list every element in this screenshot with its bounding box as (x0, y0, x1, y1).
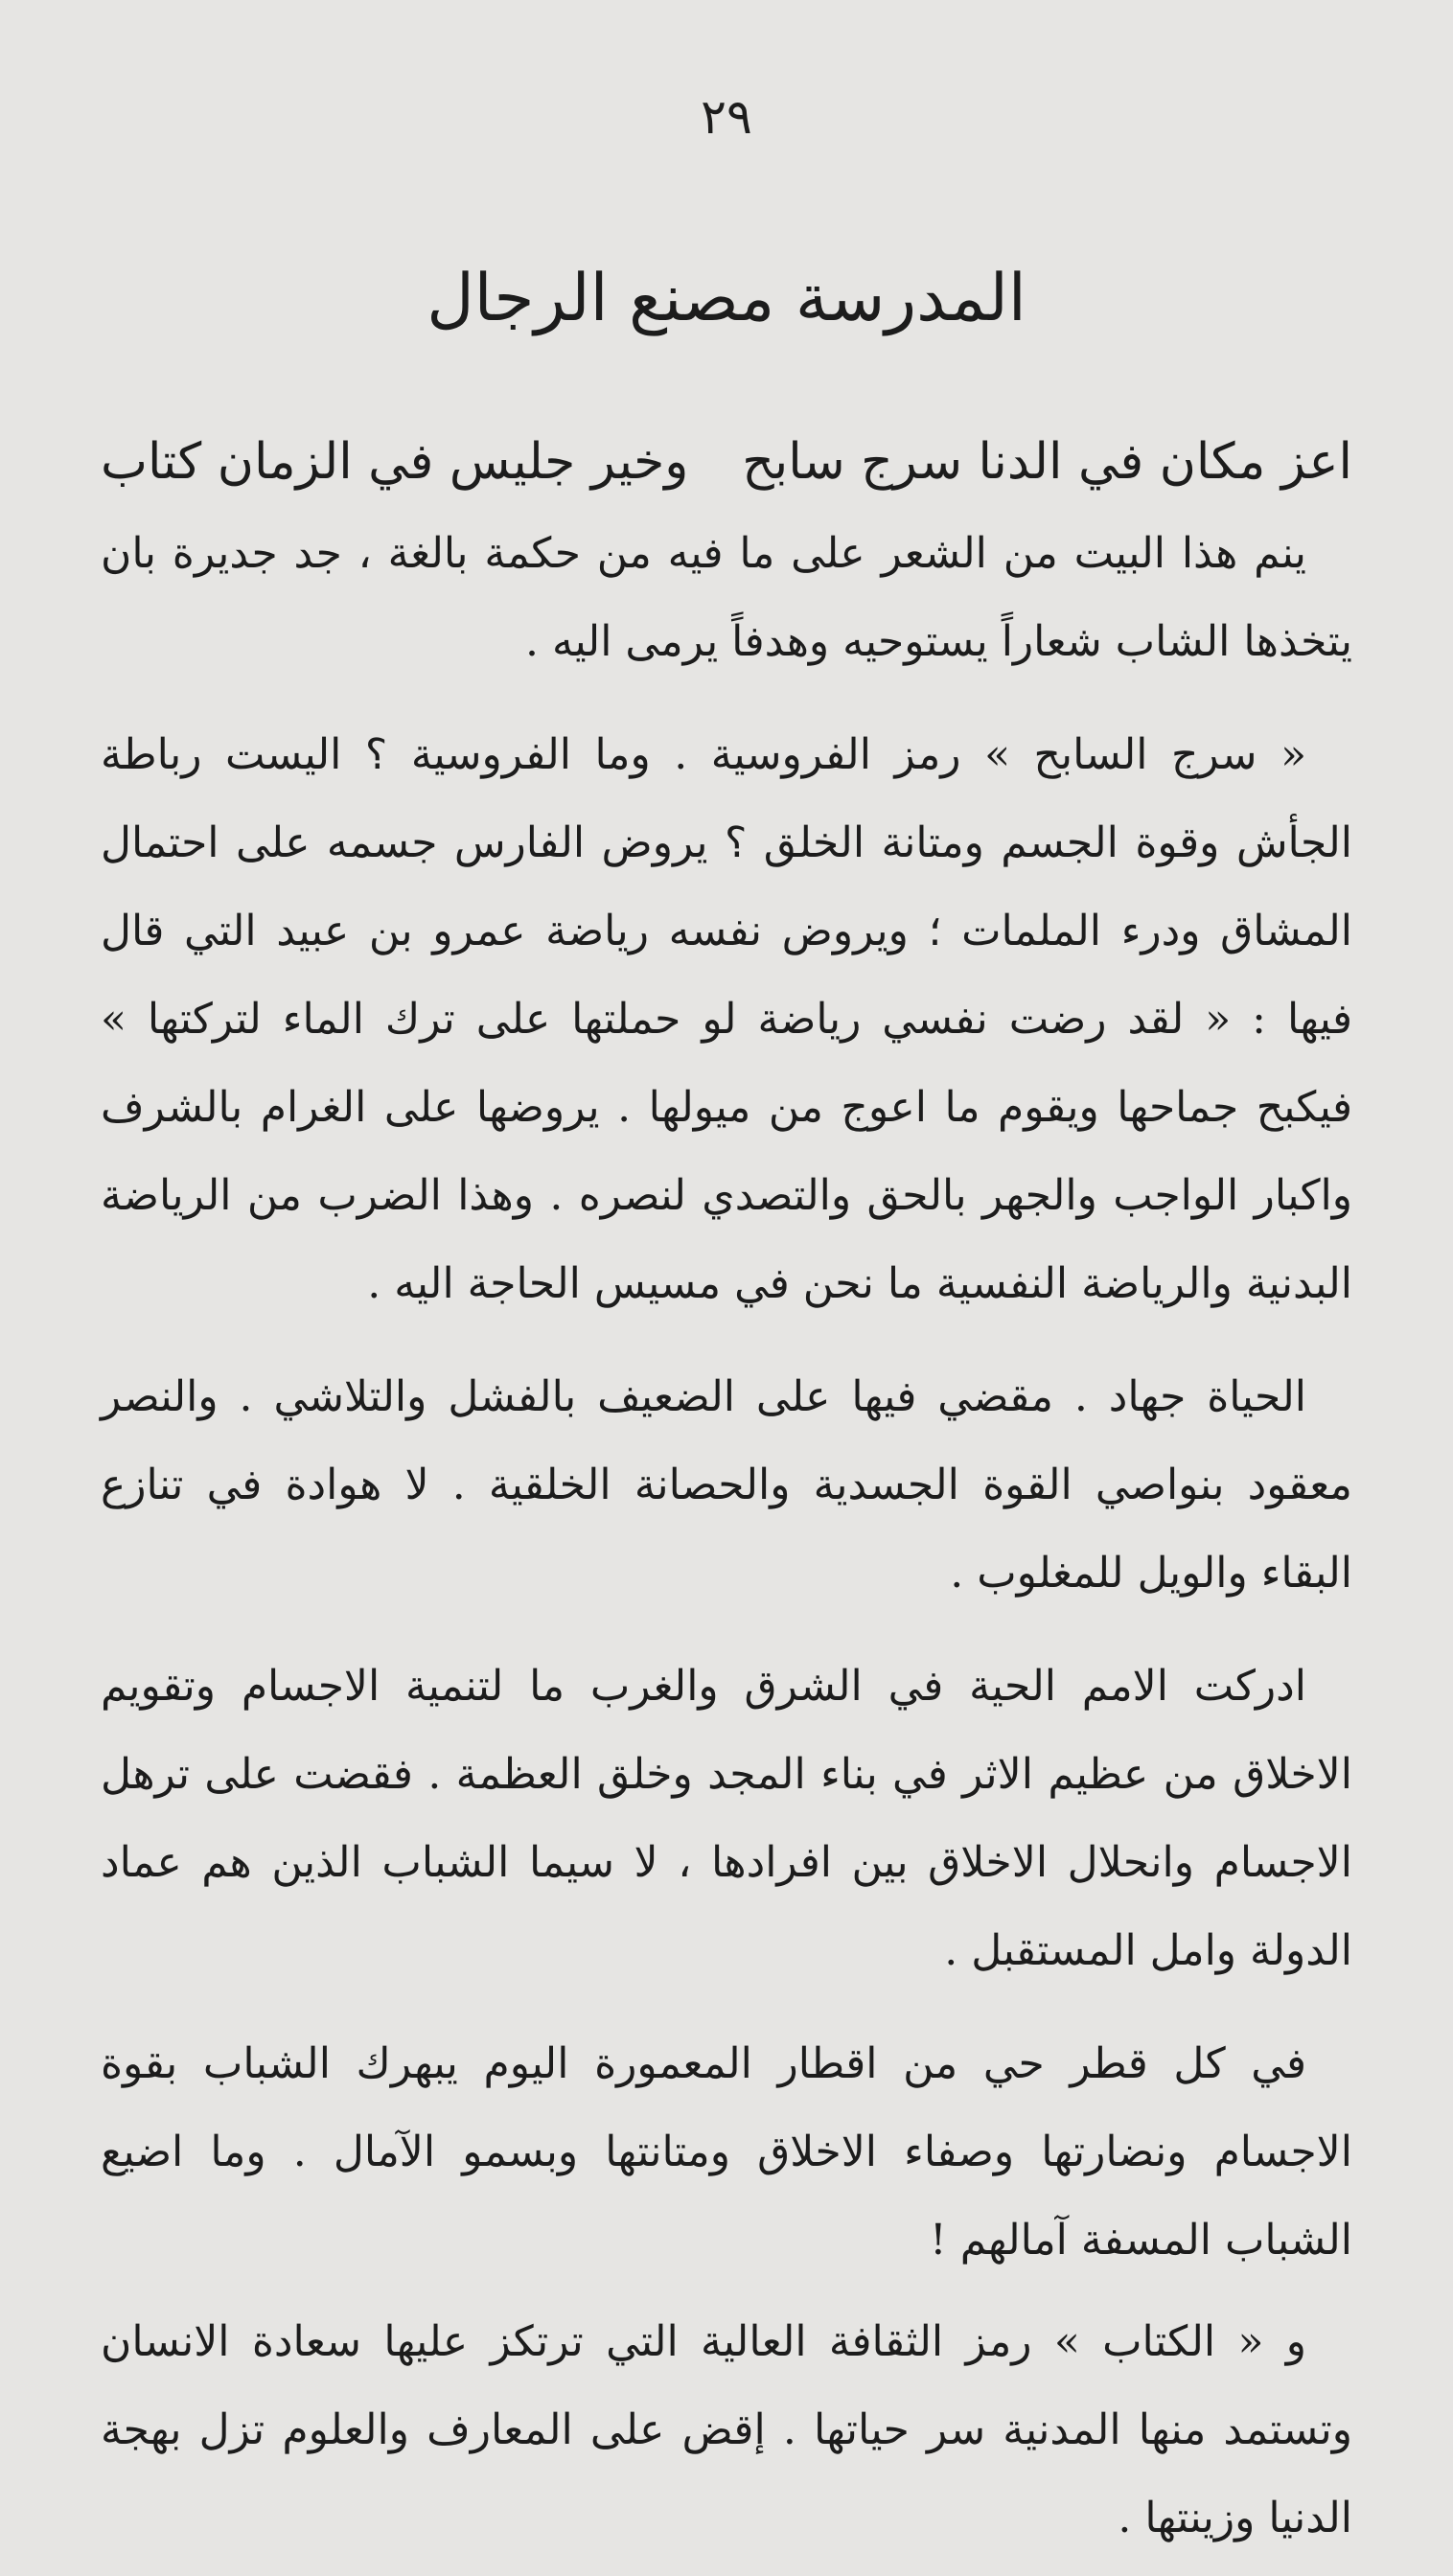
poetry-verse (101, 414, 1352, 510)
verse-first-hemistich: اعز مكان في الدنا سرج سابح (742, 433, 1352, 491)
paragraph-youth: في كل قطر حي من اقطار المعمورة اليوم يبهرك الشباب بقوة الاجسام ونضارتها وصفاء الاخلاق ومتانتها وبسمو الآمال . وما اضيع الشباب المسفة آمالهم ! (101, 2039, 1352, 2265)
paragraph-life-struggle: الحياة جهاد . مقضي فيها على الضعيف بالفشل والتلاشي . والنصر معقود بنواصي القوة الجسدية والحصانة الخلقية . لا هوادة في تنازع البقاء والويل للمغلوب . (101, 1372, 1352, 1598)
paragraph-verse-commentary: ينم هذا البيت من الشعر على ما فيه من حكمة بالغة ، جد جديرة بان يتخذها الشاب شعاراً يستوحيه وهدفاً يرمى اليه . (101, 529, 1352, 666)
body-text (101, 510, 1352, 2576)
paragraph-horsemanship: « سرج السابح » رمز الفروسية . وما الفروسية ؟ اليست رباطة الجأش وقوة الجسم ومتانة الخلق ؟ يروض الفارس جسمه على احتمال المشاق ودرء الملمات ؛ ويروض نفسه رياضة عمرو بن عبيد التي قال فيها : « لقد رضت نفسي رياضة لو حملتها على ترك الماء لتركتها » فيكبح جماحها ويقوم ما اعوج من ميولها . يروضها على الغرام بالشرف واكبار الواجب والجهر بالحق والتصدي لنصره . وهذا الضرب من الرياضة البدنية والرياضة النفسية ما نحن في مسيس الحاجة اليه . (101, 730, 1352, 1308)
chapter-title: المدرسة مصنع الرجال (427, 261, 1026, 336)
verse-second-hemistich: وخير جليس في الزمان كتاب (101, 433, 689, 491)
paragraph-the-book: و « الكتاب » رمز الثقافة العالية التي ترتكز عليها سعادة الانسان وتستمد منها المدنية سر حياتها . إقض على المعارف والعلوم تزل بهجة الدنيا وزينتها . (101, 2317, 1352, 2542)
paragraph-living-nations: ادركت الامم الحية في الشرق والغرب ما لتنمية الاجسام وتقويم الاخلاق من عظيم الاثر في بناء المجد وخلق العظمة . فقضت على ترهل الاجسام وانحلال الاخلاق بين افرادها ، لا سيما الشباب الذين هم عماد الدولة وامل المستقبل . (101, 1662, 1352, 1975)
page-number: ٢٩ (701, 89, 752, 145)
